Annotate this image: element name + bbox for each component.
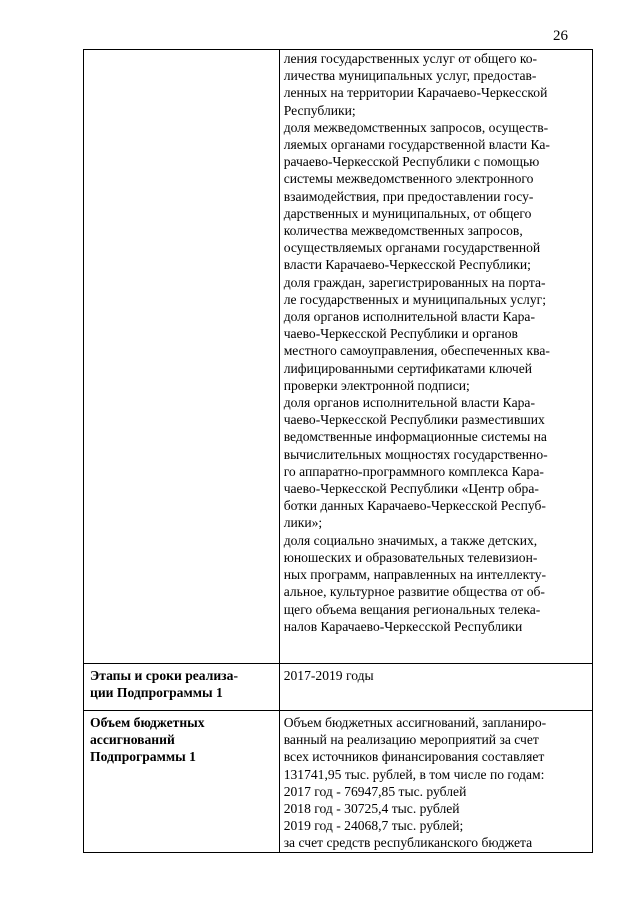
budget-cell: [279, 711, 592, 853]
indicator-paragraph: доля граждан, зарегистрированных на порта- ле государственных и муниципальных услуг;: [283, 274, 546, 307]
row-label-cell: [84, 711, 280, 853]
indicators-cell: [279, 50, 592, 664]
row-label-cell: [84, 664, 280, 711]
stages-label: Этапы и сроки реализа- ции Подпрограммы 1: [90, 668, 238, 701]
indicator-paragraph: доля органов исполнительной власти Кара- чаево-Черкесской Республики и органов местного самоуправления, обеспеченных ква- лифицированными сертификатами ключей проверки электронной подписи;: [283, 309, 550, 393]
indicator-paragraph: доля органов исполнительной власти Кара- чаево-Черкесской Республики разместивших ведомственные информационные системы на вычислительных мощностях государственно- го аппаратно-программного комплекса Кара- чаево-Черкесской Республики «Центр обра- ботки данных Карачаево-Черкесской Респуб- лики»;: [283, 395, 548, 531]
indicator-paragraph: ления государственных услуг от общего ко- личества муниципальных услуг, предостав- ленных на территории Карачаево-Черкесской Республики;: [283, 51, 548, 118]
budget-label: Объем бюджетных ассигнований Подпрограммы 1: [90, 715, 205, 765]
row-label-cell: [84, 50, 280, 664]
table-row-stages: [84, 664, 593, 711]
stages-value: 2017-2019 годы: [283, 668, 374, 683]
indicator-paragraph: доля социально значимых, а также детских, юношеских и образовательных телевизион- ных программ, направленных на интеллекту- альное, культурное развитие общества от об- щего объема вещания региональных телека- налов Карачаево-Черкесской Республики: [283, 532, 547, 634]
row-label: [88, 50, 275, 55]
indicator-paragraph: доля межведомственных запросов, осуществ- ляемых органами государственной власти Ка- рачаево-Черкесской Республики с помощью системы межведомственного электронного взаимодействия, при предоставлении госу- дарственных и муниципальных, от общего количества межведомственных запросов, осуществляемых органами государственной власти Карачаево-Черкесской Республики;: [283, 119, 550, 273]
page-number: 26: [553, 28, 568, 44]
table-row-indicators: [84, 50, 593, 664]
passport-table: [83, 49, 593, 853]
stages-cell: [279, 664, 592, 711]
table-row-budget: [84, 711, 593, 853]
budget-value: Объем бюджетных ассигнований, запланиро- ванный на реализацию мероприятий за счет всех источников финансирования составляет 131741,95 тыс. рублей, в том числе по годам: 2017 год - 76947,85 тыс. рублей 2018 год - 30725,4 тыс. рублей 2019 год - 24068,7 тыс. рублей; за счет средств республиканского бюджета: [283, 715, 547, 851]
